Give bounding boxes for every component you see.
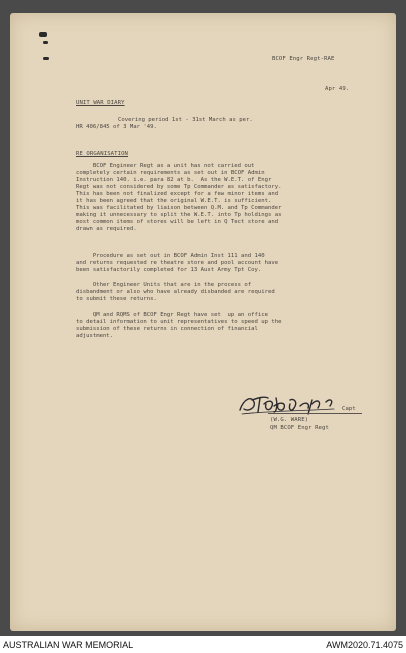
text-line: completely certain requirements as set out in BCOF Admin xyxy=(76,170,265,176)
handwritten-signature xyxy=(238,392,362,418)
text-line: drawn as required. xyxy=(76,226,137,232)
diary-title: UNIT WAR DIARY xyxy=(76,100,125,106)
signature-rank: Capt xyxy=(342,406,356,412)
archive-footer xyxy=(0,636,406,653)
text-line: been satisfactorily completed for 13 Aust Army Tpt Coy. xyxy=(76,267,262,273)
text-line: Other Engineer Units that are in the process of xyxy=(76,282,252,288)
accession-number: AWM2020.71.4075 xyxy=(326,640,403,650)
text-line: Procedure as set out in BCOF Admin Inst 111 and 140 xyxy=(76,253,265,259)
text-line: making it unnecessary to split the W.E.T. into Tp holdings as xyxy=(76,212,282,218)
covering-line: Covering period 1st - 31st March as per. xyxy=(118,117,253,123)
archive-name: AUSTRALIAN WAR MEMORIAL xyxy=(3,640,134,650)
text-line: This was facilitated by liaison between Q.M. and Tp Commander xyxy=(76,205,282,211)
signature-name: (W.G. WARE) xyxy=(270,417,309,423)
text-line: and returns requested re theatre store and pool account have xyxy=(76,260,279,266)
paragraph-1 xyxy=(76,163,366,233)
text-line: This has been not finalized except for a few minor items and xyxy=(76,191,279,197)
covering-period xyxy=(76,117,366,131)
unit-header: BCOF Engr Regt-RAE xyxy=(272,56,335,62)
text-line: to submit these returns. xyxy=(76,296,157,302)
text-line: it has been agreed that the original W.E.T. is sufficient. xyxy=(76,198,272,204)
paragraph-2 xyxy=(76,253,366,274)
paragraph-3 xyxy=(76,282,366,303)
text-line: BCOF Engineer Regt as a unit has not carried out xyxy=(76,163,255,169)
punch-hole-middle xyxy=(43,41,48,44)
text-line: QM and RQMS of BCOF Engr Regt have set up an office xyxy=(76,312,268,318)
signature-role: QM BCOF Engr Regt xyxy=(270,425,329,431)
text-line: most common items of stores will be left in Q Tect store and xyxy=(76,219,279,225)
text-line: Instruction 140. i.e. para 82 at b. As the W.E.T. of Engr xyxy=(76,177,272,183)
text-line: Regt was not considered by some Tp Commander as satisfactory. xyxy=(76,184,282,190)
text-line: adjustment. xyxy=(76,333,114,339)
paragraph-4 xyxy=(76,312,366,340)
punch-hole-top xyxy=(39,32,47,37)
text-line: to detail information to unit representatives to speed up the xyxy=(76,319,282,325)
section-heading: RE ORGANISATION xyxy=(76,151,129,157)
signature-line xyxy=(268,413,362,414)
document-date: Apr 49. xyxy=(325,86,350,92)
covering-line: HR 406/845 of 3 Mar '49. xyxy=(76,124,157,130)
punch-hole-bottom xyxy=(43,57,49,60)
text-line: disbandment or also who have already disbanded are required xyxy=(76,289,275,295)
text-line: submission of these returns in connection of financial xyxy=(76,326,258,332)
